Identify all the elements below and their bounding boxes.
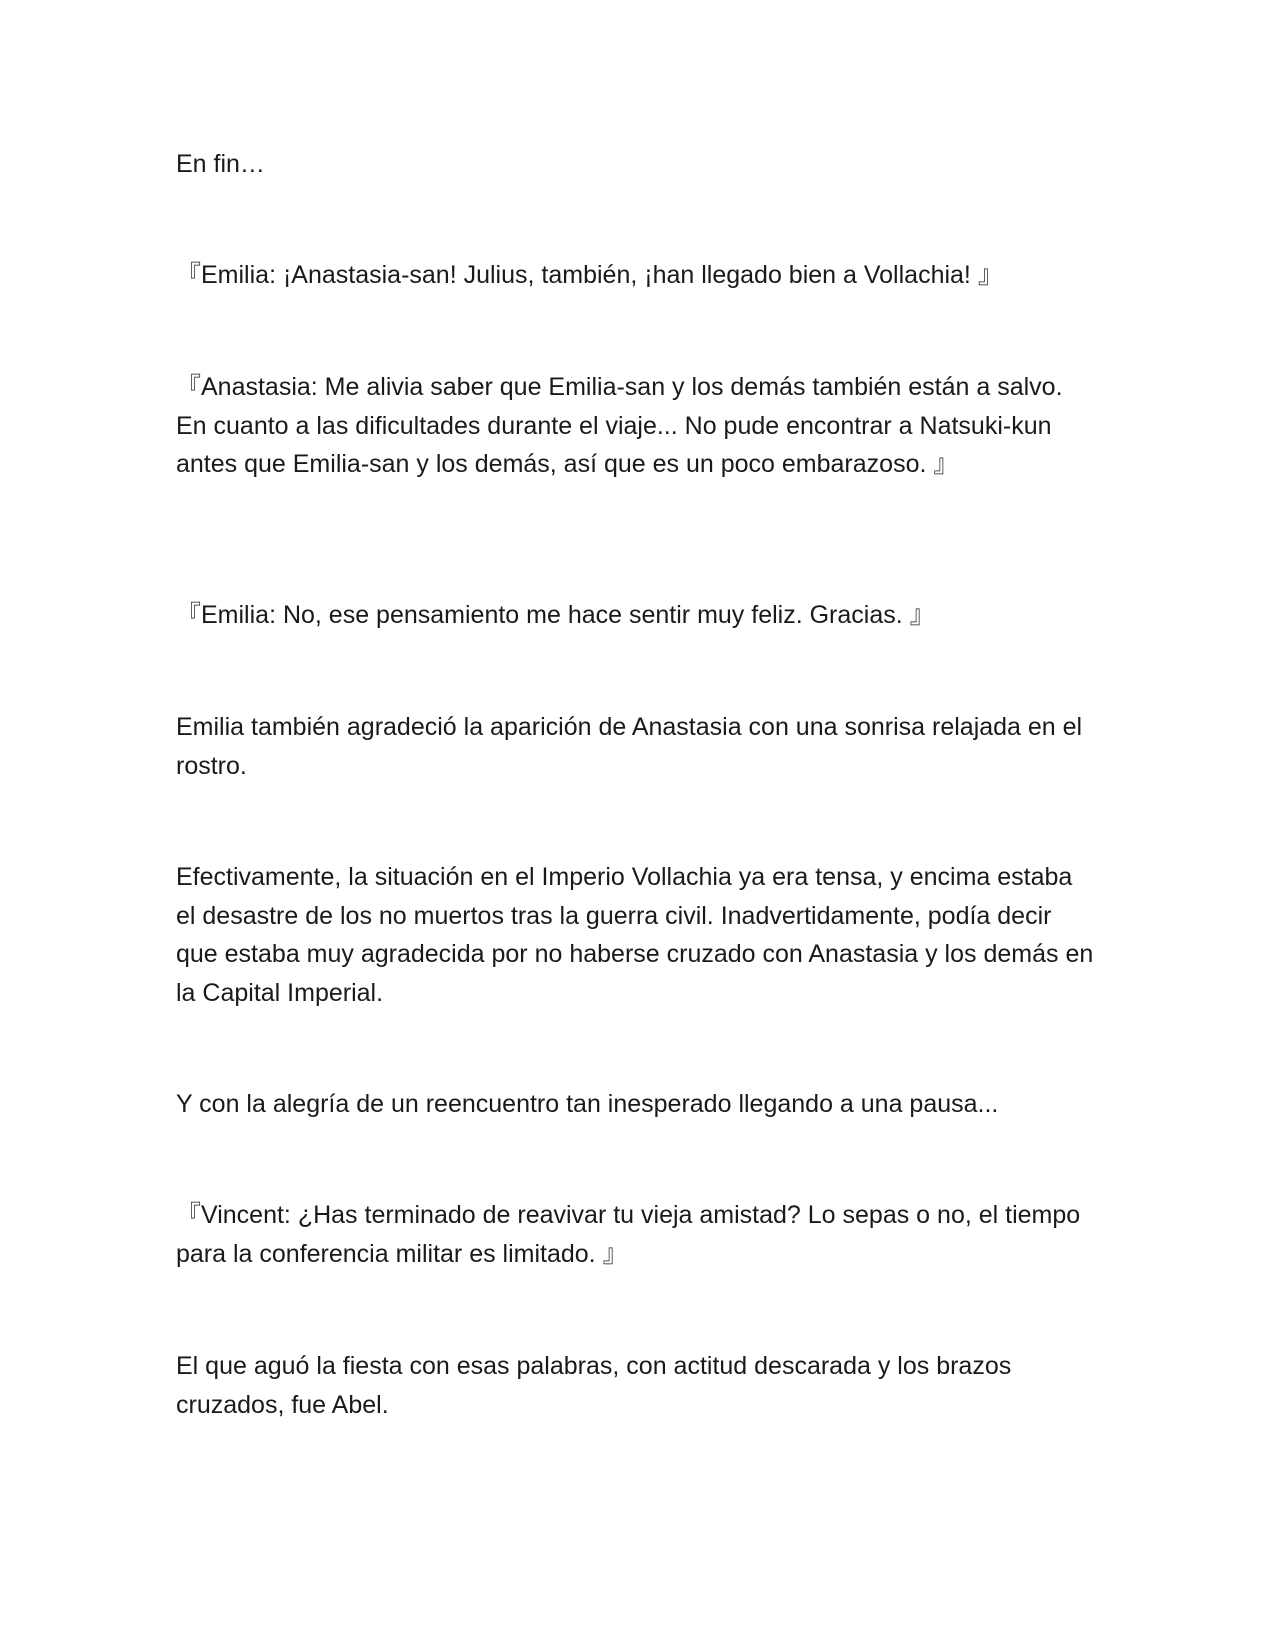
paragraph-narration: En fin…: [176, 150, 265, 178]
paragraph-dialogue-emilia-reply: 『Emilia: No, ese pensamiento me hace sentir muy feliz. Gracias. 』: [176, 601, 935, 629]
paragraph-narration: El que aguó la fiesta con esas palabras, con actitud descarada y los brazos cruzados, fue Abel.: [176, 1352, 1012, 1419]
paragraph-dialogue-vincent: 『Vincent: ¿Has terminado de reavivar tu vieja amistad? Lo sepas o no, el tiempo para la conferencia militar es limitado. 』: [176, 1201, 1081, 1268]
paragraph-narration: Emilia también agradeció la aparición de Anastasia con una sonrisa relajada en el rostro.: [176, 713, 1083, 780]
paragraph-dialogue-emilia: 『Emilia: ¡Anastasia-san! Julius, también, ¡han llegado bien a Vollachia! 』: [176, 261, 1003, 289]
paragraph-dialogue-anastasia: 『Anastasia: Me alivia saber que Emilia-san y los demás también están a salvo. En cuanto a las dificultades durante el viaje... No pude encontrar a Natsuki-kun antes que Emilia-san y los demás, así que es un poco embarazoso. 』: [176, 373, 1063, 478]
paragraph-narration: Efectivamente, la situación en el Imperio Vollachia ya era tensa, y encima estaba el desastre de los no muertos tras la guerra civil. Inadvertidamente, podía decir que estaba muy agradecida por no haberse cruzado con Anastasia y los demás en la Capital Imperial.: [176, 863, 1094, 1007]
paragraph-narration: Y con la alegría de un reencuentro tan inesperado llegando a una pausa...: [176, 1090, 999, 1118]
